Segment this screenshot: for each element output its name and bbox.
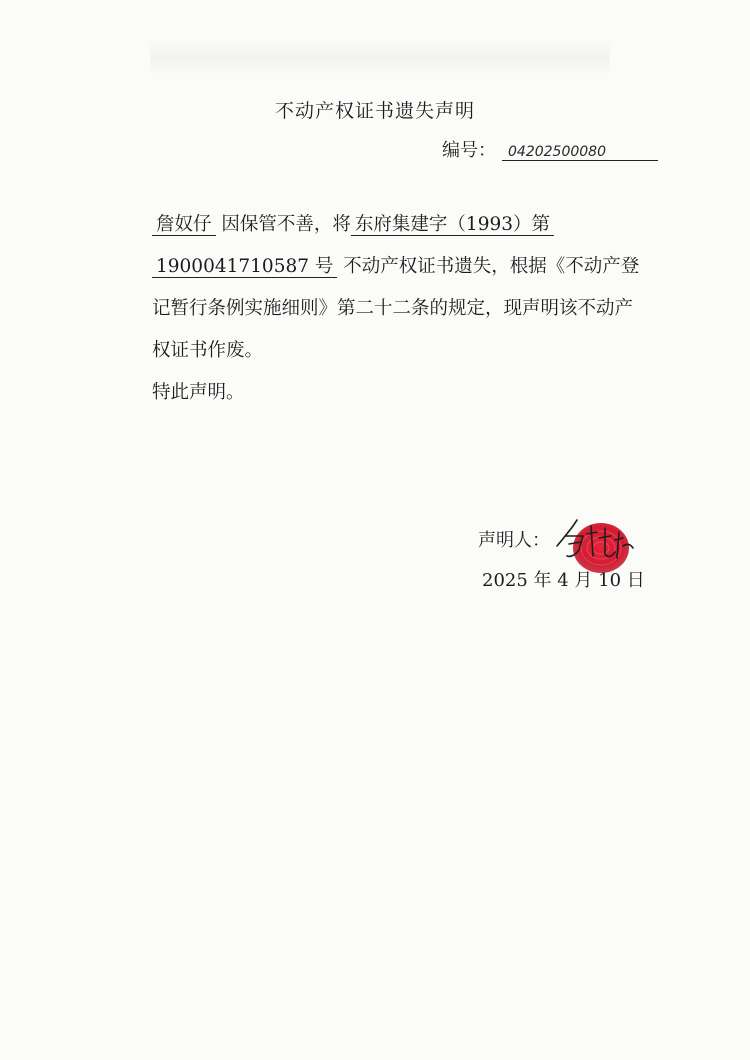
statement-text-2: 不动产权证书遗失，根据《不动产登记暂行条例实施细则》第二十二条的规定，现声明该不动产权证书作废。 xyxy=(152,256,640,361)
statement-body xyxy=(112,204,640,414)
certificate-number-part-1: 东府集建字（1993）第 xyxy=(351,214,554,236)
statement-paragraph xyxy=(112,204,640,372)
signing-date: 2025 年 4 月 10 日 xyxy=(482,570,645,591)
reference-number-row xyxy=(442,136,658,162)
reference-number: 04202500080 xyxy=(502,144,658,161)
owner-name: 詹奴仔 xyxy=(152,214,216,236)
document-title: 不动产权证书遗失声明 xyxy=(274,100,475,122)
statement-text-1: 因保管不善，将 xyxy=(221,214,351,235)
closing-line: 特此声明。 xyxy=(152,382,245,403)
scan-artifact xyxy=(150,40,610,76)
certificate-number-part-2: 1900041710587 号 xyxy=(152,256,337,278)
declarant-label: 声明人： xyxy=(478,530,550,551)
reference-label: 编号： xyxy=(442,140,496,161)
